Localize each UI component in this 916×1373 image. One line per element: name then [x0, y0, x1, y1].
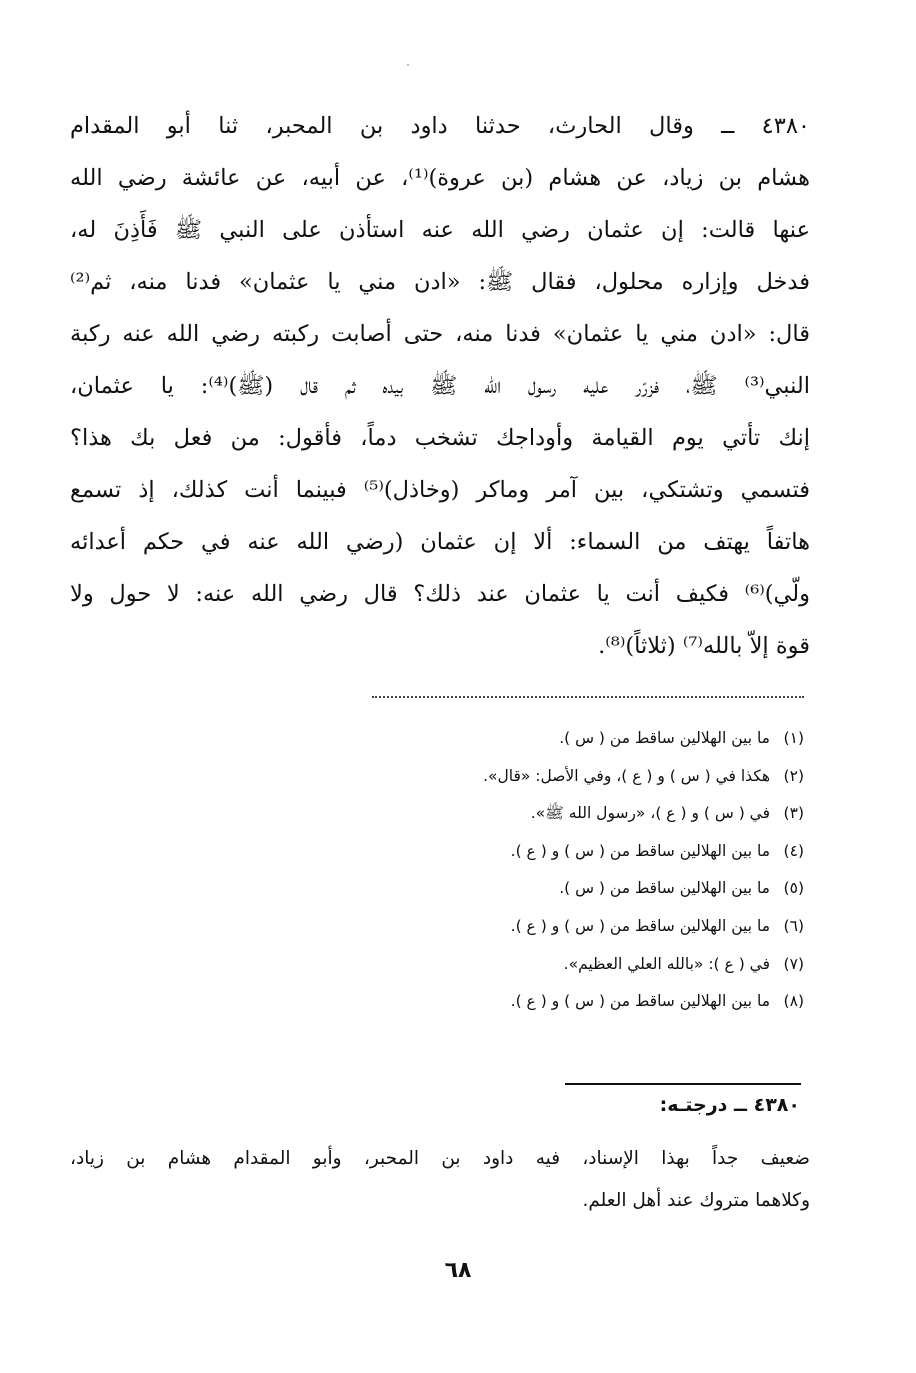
footnote-number: (٨) [783, 992, 804, 1011]
section-divider [565, 1083, 801, 1085]
hadith-line: إنك تأتي يوم القيامة وأوداجك تشخب دماً، فأقول: من فعل بك هذا؟ [70, 425, 810, 451]
footnote [380, 833, 804, 871]
footnote-number: (٤) [783, 841, 804, 860]
footnote-number: (٢) [783, 766, 804, 785]
footnote-text: في ( س ) و ( ع )، «رسول الله ﷺ». [530, 804, 770, 823]
footnote-separator [372, 686, 804, 698]
hadith-text [70, 100, 810, 672]
footnote [380, 870, 804, 908]
grading-line: ضعيف جداً بهذا الإسناد، فيه داود بن المحبر، وأبو المقدام هشام بن زياد، [70, 1148, 810, 1169]
hadith-line: ٤٣٨٠ ــ وقال الحارث، حدثنا داود بن المحبر، ثنا أبو المقدام [70, 113, 810, 139]
footnote [380, 795, 804, 833]
hadith-line: قال: «ادن مني يا عثمان» فدنا منه، حتى أصابت ركبته رضي الله عنه ركبة [70, 321, 810, 347]
footnote-text: ما بين الهلالين ساقط من ( س ). [559, 729, 770, 747]
footnote-text: ما بين الهلالين ساقط من ( س ) و ( ع ). [510, 841, 770, 860]
footnote-text: ما بين الهلالين ساقط من ( س ) و ( ع ). [510, 916, 770, 935]
hadith-line: هشام بن زياد، عن هشام (بن عروة)⁽¹⁾، عن أبيه، عن عائشة رضي الله [70, 165, 810, 191]
footnote-number: (٥) [783, 879, 804, 898]
footnote-text: هكذا في ( س ) و ( ع )، وفي الأصل: «قال». [483, 766, 770, 785]
footnote-text: ما بين الهلالين ساقط من ( س ). [559, 879, 770, 898]
hadith-line: عنها قالت: إن عثمان رضي الله عنه استأذن على النبي ﷺ فَأَذِنَ له، [70, 217, 810, 243]
footnote [380, 983, 804, 1021]
grading-text [70, 1138, 810, 1222]
hadith-line: فدخل وإزاره محلول، فقال ﷺ: «ادن مني يا عثمان» فدنا منه، ثم⁽²⁾ [70, 269, 810, 295]
footnote [380, 758, 804, 796]
grading-line: وكلاهما متروك عند أهل العلم. [582, 1190, 810, 1211]
footnote [380, 946, 804, 984]
footnote-number: (١) [783, 729, 804, 747]
hadith-line: هاتفاً يهتف من السماء: ألا إن عثمان (رضي الله عنه في حكم أعدائه [70, 529, 810, 555]
footnote-number: (٦) [783, 916, 804, 935]
footnote-text: ما بين الهلالين ساقط من ( س ) و ( ع ). [510, 992, 770, 1011]
grading-heading: ٤٣٨٠ ــ درجتـه: [659, 1094, 800, 1116]
footnote [380, 908, 804, 946]
hadith-line: قوة إلاّ بالله⁽⁷⁾ (ثلاثاً)⁽⁸⁾. [598, 633, 810, 659]
hadith-line: النبي⁽³⁾ ﷺ، فزرّر عليه رسول الله ﷺ بيده ثم قال (ﷺ)⁽⁴⁾: يا عثمان، [70, 373, 810, 399]
footnote-text: في ( ع ): «بالله العلي العظيم». [563, 954, 770, 973]
hadith-line: ولّي)⁽⁶⁾ فكيف أنت يا عثمان عند ذلك؟ قال رضي الله عنه: لا حول ولا [70, 581, 810, 607]
footnotes [380, 720, 804, 1021]
hadith-line: فتسمي وتشتكي، بين آمر وماكر (وخاذل)⁽⁵⁾ فبينما أنت كذلك، إذ تسمع [70, 477, 810, 503]
footnote-number: (٣) [783, 804, 804, 823]
scan-mark [407, 64, 409, 66]
footnote-number: (٧) [783, 954, 804, 973]
footnote [380, 720, 804, 758]
page-number: ٦٨ [444, 1258, 472, 1283]
